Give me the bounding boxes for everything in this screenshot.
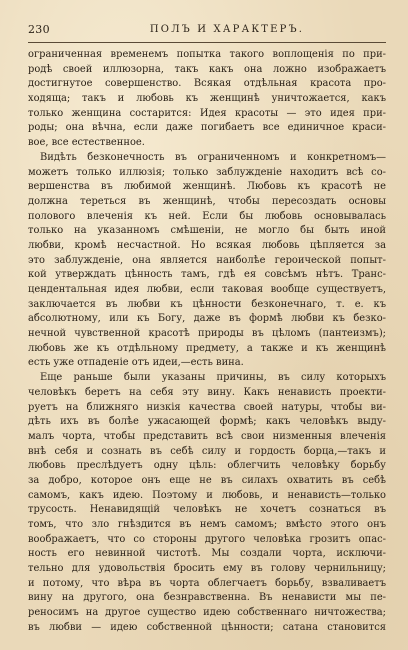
text-line: только на указанномъ смѣшеніи, не могло бы быть иной xyxy=(28,225,386,237)
text-line: нечной чувственной красотѣ природы въ цѣломъ (пантеизмъ); xyxy=(28,328,386,340)
text-line: можетъ только иллюзія; только заблужденіе находитъ всѣ со- xyxy=(28,166,386,178)
text-line: это заблужденіе, она является наиболѣе героической попыт- xyxy=(28,254,386,266)
text-line: внѣ себя и сознать въ себѣ силу и гордость борца,—такъ и xyxy=(28,445,386,457)
text-line: руетъ на ближняго низкія качества своей натуры, чтобы ви- xyxy=(28,401,386,413)
text-line: любви, кромѣ несчастной. Но всякая любовь цѣпляется за xyxy=(28,239,386,251)
text-line: въ любви — идею собственной цѣнности; сатана становится xyxy=(28,621,386,633)
text-line: есть уже отпаденіе отъ идеи,—есть вина. xyxy=(28,357,244,369)
text-line: цендентальная идея любви, если таковая вообще существуетъ, xyxy=(28,284,386,295)
text-line: за добро, которое онъ еще не въ силахъ охватить въ себѣ xyxy=(28,474,386,486)
text-line: реносимъ на другое существо идею собственнаго ничтожества; xyxy=(28,607,386,619)
text-line: вершенства въ любимой женщинѣ. Любовь къ красотѣ не xyxy=(28,181,386,193)
text-line: абсолютному, или къ Богу, даже въ формѣ любви къ безко- xyxy=(28,313,386,325)
text-body xyxy=(28,48,386,636)
text-line: родѣ своей иллюзорна, такъ какъ она ложно изображаетъ xyxy=(28,63,386,75)
text-line: дѣть ихъ въ болѣе ужасающей формѣ; какъ человѣкъ выду- xyxy=(28,416,386,428)
text-line: трусость. Ненавидящій человѣкъ не хочетъ сознаться въ xyxy=(28,504,386,516)
page-header xyxy=(28,22,386,38)
text-line: должна тереться въ женщинѣ, чтобы пересоздать основы xyxy=(28,195,386,207)
text-line: ограниченная временемъ попытка такого воплощенія по при- xyxy=(28,49,386,60)
text-line: ходяща; такъ и любовь къ женщинѣ уничтожается, какъ xyxy=(28,93,386,105)
running-title: ПОЛЪ И ХАРАКТЕРЪ. xyxy=(149,24,305,35)
text-line: самомъ, какъ идею. Поэтому и любовь, и ненависть—только xyxy=(28,489,386,501)
text-line: Еще раньше были указаны причины, въ силу которыхъ xyxy=(40,372,386,384)
text-line: тельно для удовольствія бросить ему въ голову чернильницу; xyxy=(28,563,386,575)
text-line: человѣкъ беретъ на себя эту вину. Какъ ненависть проекти- xyxy=(28,386,386,398)
text-line: ность его невинной чистотѣ. Мы создали чорта, исключи- xyxy=(28,548,386,560)
text-line: заключается въ любви къ цѣнности безконечнаго, т. е. къ xyxy=(28,298,386,310)
text-line: любовь преслѣдуетъ одну цѣль: облегчить человѣку борьбу xyxy=(28,460,386,472)
text-line: вину на другого, она безнравственна. Въ ненависти мы пе- xyxy=(28,592,386,604)
page-number: 230 xyxy=(28,23,50,36)
text-line: полового влеченія къ ней. Если бы любовь основывалась xyxy=(28,210,386,222)
text-line: Видѣть безконечность въ ограниченномъ и конкретномъ— xyxy=(40,151,386,163)
header-rule xyxy=(28,42,386,43)
text-line: кой утверждать цѣнность тамъ, гдѣ ея совсѣмъ нѣтъ. Транс- xyxy=(28,269,386,281)
text-line: только женщина состарится: Идея красоты — это идея при- xyxy=(28,107,386,119)
text-line: и потому, что вѣра въ чорта облегчаетъ борьбу, взваливаетъ xyxy=(28,577,386,589)
text-line: томъ, что зло гнѣздится въ немъ самомъ; вмѣсто этого онъ xyxy=(28,519,386,530)
text-line: малъ чорта, чтобы представить всѣ свои низменныя влеченія xyxy=(28,430,386,442)
text-line: роды; она вѣчна, если даже погибаетъ все единичное краси- xyxy=(28,122,386,134)
text-line: достигнутое совершенство. Всякая отдѣльная красота про- xyxy=(28,78,386,90)
text-line: любовь же къ отдѣльному предмету, а также и къ женщинѣ xyxy=(28,342,386,354)
text-line: вое, все естественное. xyxy=(28,137,145,149)
text-line: воображаетъ, что со стороны другого человѣка грозитъ опас- xyxy=(28,533,386,545)
